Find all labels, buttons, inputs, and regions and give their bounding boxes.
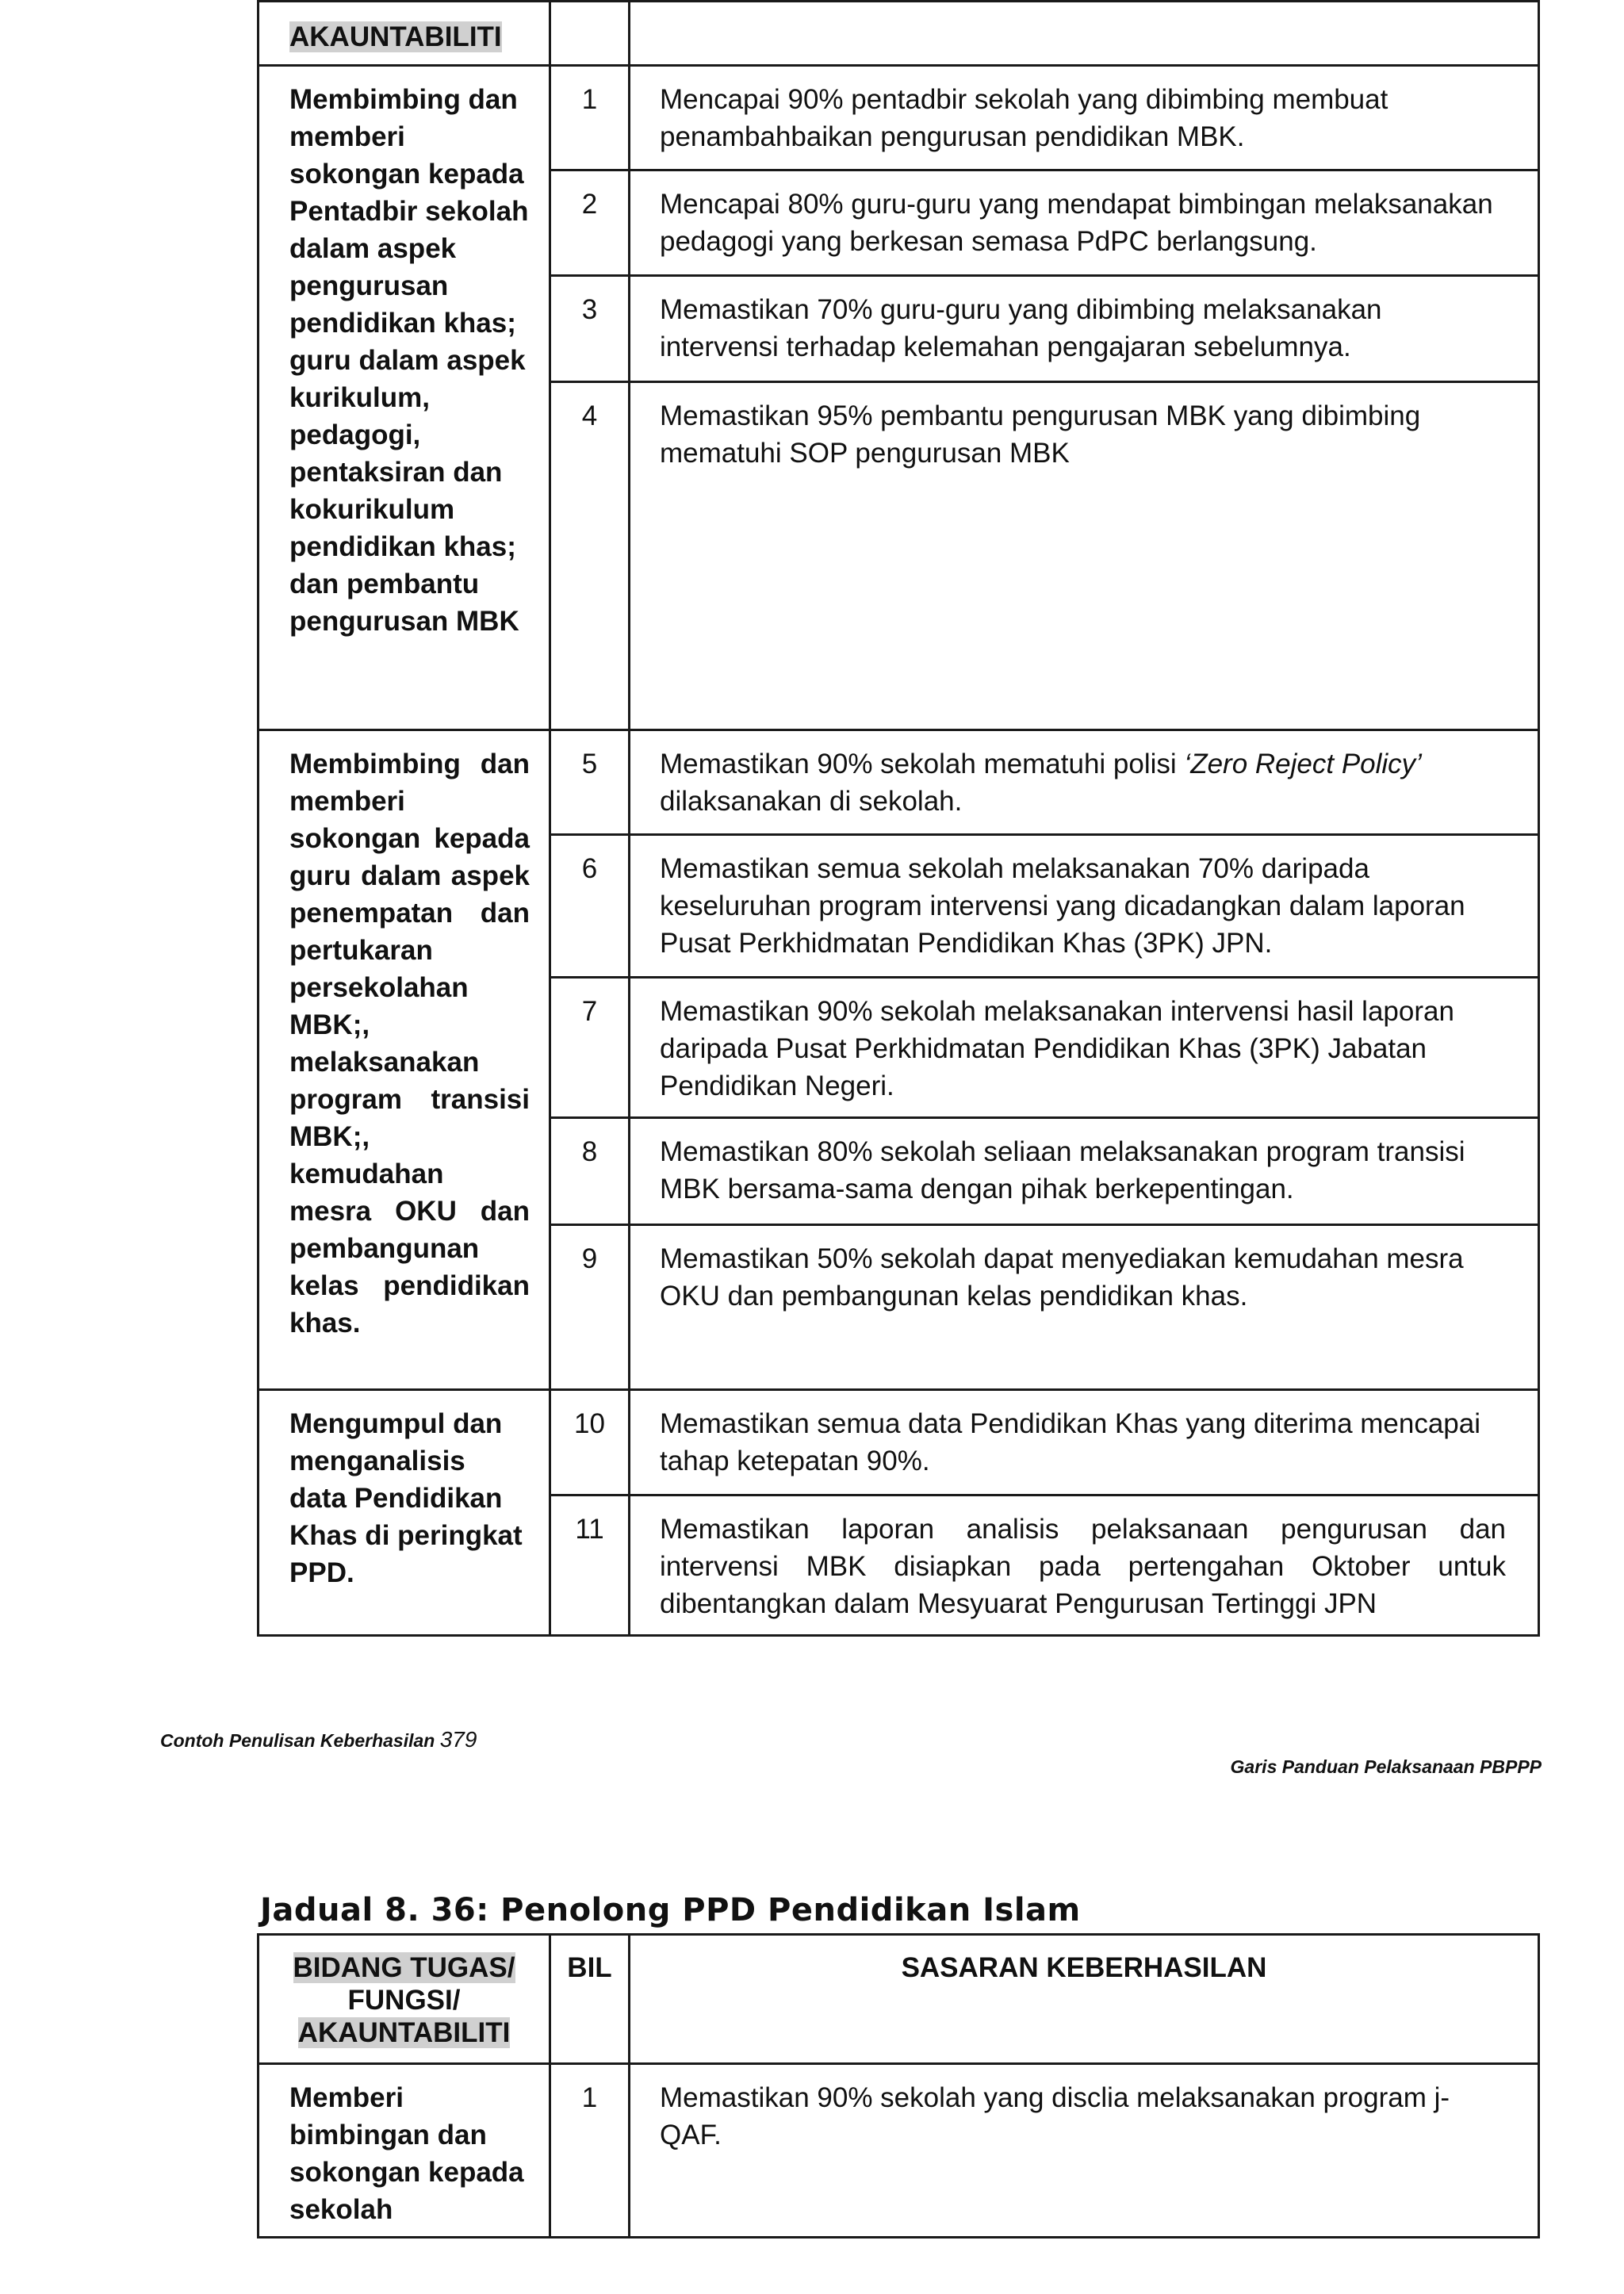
- header-area: BIDANG TUGAS/ FUNGSI/ AKAUNTABILITI: [259, 1935, 550, 2064]
- header-bil: BIL: [550, 1935, 630, 2064]
- table-row: [259, 730, 1539, 835]
- target-cell: Memastikan 95% pembantu pengurusan MBK yang dibimbing mematuhi SOP pengurusan MBK: [630, 382, 1539, 730]
- bil-cell: 5: [550, 730, 630, 835]
- bil-cell: 1: [550, 2064, 630, 2238]
- policy-name: ‘Zero Reject Policy’: [1184, 749, 1422, 779]
- bil-cell: 1: [550, 66, 630, 170]
- bil-cell: 2: [550, 170, 630, 276]
- bil-cell: 9: [550, 1225, 630, 1390]
- bil-cell: 10: [550, 1390, 630, 1496]
- targets-table-continued: [257, 0, 1540, 1637]
- table-caption: Jadual 8. 36: Penolong PPD Pendidikan Islam: [260, 1892, 1081, 1928]
- targets-table-pendidikan-islam: [257, 1933, 1540, 2238]
- target-cell: Memastikan 80% sekolah seliaan melaksanakan program transisi MBK bersama-sama dengan pihak berkepentingan.: [630, 1118, 1539, 1225]
- bil-cell: 7: [550, 978, 630, 1118]
- target-cell: Memastikan 90% sekolah melaksanakan intervensi hasil laporan daripada Pusat Perkhidmatan Pendidikan Khas (3PK) Jabatan Pendidikan Negeri.: [630, 978, 1539, 1118]
- area-cell: Membimbing dan memberi sokongan kepada guru dalam aspek penempatan dan pertukaran persekolahan MBK;, melaksanakan program transisi MBK;, kemudahan mesra OKU dan pembangunan kelas pendidikan khas.: [259, 730, 550, 1390]
- target-cell: Memastikan laporan analisis pelaksanaan pengurusan dan intervensi MBK disiapkan pada pertengahan Oktober untuk dibentangkan dalam Mesyuarat Pengurusan Tertinggi JPN: [630, 1496, 1539, 1636]
- bil-cell: 4: [550, 382, 630, 730]
- target-cell: Memastikan 50% sekolah dapat menyediakan kemudahan mesra OKU dan pembangunan kelas pendidikan khas.: [630, 1225, 1539, 1390]
- target-cell: Memastikan semua data Pendidikan Khas yang diterima mencapai tahap ketepatan 90%.: [630, 1390, 1539, 1496]
- area-cell: Membimbing dan memberi sokongan kepada Pentadbir sekolah dalam aspek pengurusan pendidikan khas; guru dalam aspek kurikulum, pedagogi, pentaksiran dan kokurikulum pendidikan khas; dan pembantu pengurusan MBK: [259, 66, 550, 730]
- table-header-row: [259, 2, 1539, 66]
- table-header-row: [259, 1935, 1539, 2064]
- footer-title: Contoh Penulisan Keberhasilan: [160, 1730, 435, 1751]
- page-footer-right: Garis Panduan Pelaksanaan PBPPP: [1230, 1756, 1542, 1777]
- target-cell: Memastikan 90% sekolah yang disclia melaksanakan program j-QAF.: [630, 2064, 1539, 2238]
- bil-cell: 8: [550, 1118, 630, 1225]
- table-row: [259, 66, 1539, 170]
- target-cell: Memastikan semua sekolah melaksanakan 70% daripada keseluruhan program intervensi yang dicadangkan dalam laporan Pusat Perkhidmatan Pendidikan Khas (3PK) JPN.: [630, 835, 1539, 978]
- table-row: [259, 1390, 1539, 1496]
- area-cell: Mengumpul dan menganalisis data Pendidikan Khas di peringkat PPD.: [259, 1390, 550, 1636]
- page-footer-left: [160, 1727, 477, 1752]
- target-cell: Memastikan 70% guru-guru yang dibimbing melaksanakan intervensi terhadap kelemahan pengajaran sebelumnya.: [630, 276, 1539, 382]
- target-cell: Memastikan 90% sekolah mematuhi polisi ‘Zero Reject Policy’ dilaksanakan di sekolah.: [630, 730, 1539, 835]
- bil-cell: 3: [550, 276, 630, 382]
- header-accountability: AKAUNTABILITI: [289, 21, 502, 52]
- area-cell: Memberi bimbingan dan sokongan kepada sekolah: [259, 2064, 550, 2238]
- bil-cell: 11: [550, 1496, 630, 1636]
- bil-cell: 6: [550, 835, 630, 978]
- target-cell: Mencapai 90% pentadbir sekolah yang dibimbing membuat penambahbaikan pengurusan pendidikan MBK.: [630, 66, 1539, 170]
- table-row: [259, 2064, 1539, 2238]
- page-number: 379: [439, 1727, 477, 1752]
- target-cell: Mencapai 80% guru-guru yang mendapat bimbingan melaksanakan pedagogi yang berkesan semasa PdPC berlangsung.: [630, 170, 1539, 276]
- header-targets: SASARAN KEBERHASILAN: [630, 1935, 1539, 2064]
